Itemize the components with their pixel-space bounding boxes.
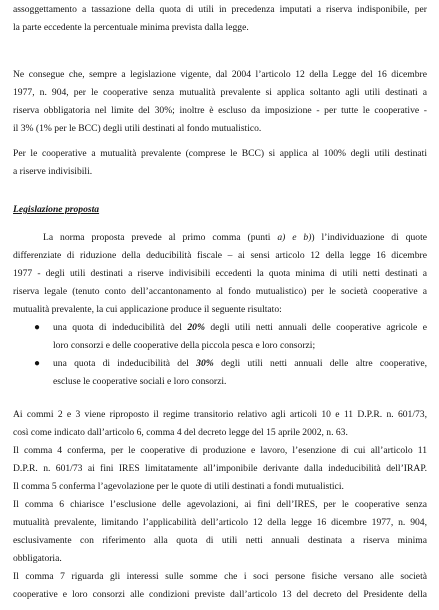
paragraph-3-line-2: a riserve indivisibili. (13, 166, 93, 177)
bullet-2-percentage: 30% (196, 358, 214, 369)
paragraph-5-line-9: obbligatoria. (13, 553, 62, 564)
bullet-1-pre: una quota di indeducibilità del (53, 322, 188, 333)
paragraph-4-line-1 (43, 230, 427, 246)
section-heading: Legislazione proposta (13, 204, 100, 215)
paragraph-3-line-1: Per le cooperative a mutualità prevalente (comprese le BCC) si applica al 100% degli utili destinati (13, 148, 427, 159)
bullet-2-line-2: escluse le cooperative sociali e loro consorzi. (53, 376, 227, 387)
paragraph-2-line-3: riserva obbligatoria nel limite del 30%; inoltre è escluso da imposizione - per tutte le cooperative - (13, 105, 427, 116)
bullet-2-pre: una quota di indeducibilità del (53, 358, 197, 369)
bullet-2-icon: ● (34, 358, 41, 369)
paragraph-1-line-1: assoggettamento a tassazione della quota di utili in precedenza imputati a riserva indisponibile, per (13, 4, 427, 15)
paragraph-5-line-4: D.P.R. n. 601/73 ai fini IRES limitatamente all’imponibile derivante dalla indeducibilità dell’IRAP. (13, 463, 427, 474)
paragraph-5-line-8: esclusivamente con riferimento alla quota di utili netti annuali destinata a riserva minima (13, 535, 427, 546)
bullet-1-icon: ● (34, 322, 41, 333)
paragraph-5-line-10: Il comma 7 riguarda gli interessi sulle somme che i soci persone fisiche versano alle società (13, 571, 427, 582)
bullet-1-line-1 (53, 320, 427, 336)
bullet-2-post: degli utili netti annuali delle altre cooperative, (213, 358, 427, 369)
paragraph-1-line-2: la parte eccedente la percentuale minima prevista dalla legge. (13, 22, 249, 33)
paragraph-4-line-1-pre: La norma proposta prevede al primo comma (punti (43, 232, 278, 243)
bullet-1-post: degli utili netti annuali delle cooperative agricole e (204, 322, 427, 333)
paragraph-4-line-5: mutualità prevalente, la cui applicazione produce il seguente risultato: (13, 304, 282, 315)
paragraph-5-line-6: Il comma 6 chiarisce l’esclusione delle agevolazioni, ai fini dell’IRES, per le cooperative senza (13, 499, 427, 510)
paragraph-2-line-2: 1977, n. 904, per le cooperative senza mutualità prevalente si applica soltanto agli utili destinati a (13, 87, 427, 98)
paragraph-5-line-7: mutualità prevalente, limitando l’applicabilità dell’articolo 12 della legge 16 dicembre 1977, n. 904, (13, 517, 427, 528)
bullet-1-percentage: 20% (187, 322, 205, 333)
paragraph-2-line-1: Ne consegue che, sempre a legislazione vigente, dal 2004 l’articolo 12 della Legge del 16 dicembre (13, 69, 427, 80)
paragraph-4-line-1-post: ) l’individuazione di quote (311, 232, 427, 243)
paragraph-4-line-2: differenziate di riduzione della deducibilità fiscale – ai sensi articolo 12 della legge 16 dicembre (13, 250, 427, 261)
paragraph-4-points: a) e b) (277, 232, 312, 243)
paragraph-2-line-4: il 3% (1% per le BCC) degli utili destinati al fondo mutualistico. (13, 123, 262, 134)
paragraph-4-line-4: riserva legale (tenuto conto dell’accantonamento al fondo mutualistico) per le società cooperative a (13, 286, 427, 297)
paragraph-5-line-3: Il comma 4 conferma, per le cooperative di produzione e lavoro, l’esenzione di cui all’articolo 11 (13, 445, 427, 456)
bullet-2-line-1 (53, 356, 427, 372)
bullet-1-line-2: loro consorzi e delle cooperative della piccola pesca e loro consorzi; (53, 340, 316, 351)
paragraph-4-line-3: 1977 - degli utili destinati a riserve indivisibili eccedenti la quota minima di utili netti destinati a (13, 268, 427, 279)
paragraph-5-line-1: Ai commi 2 e 3 viene riproposto il regime transitorio relativo agli articoli 10 e 11 D.P.R. n. 601/73, (13, 409, 427, 420)
paragraph-5-line-2: così come indicato dall’articolo 6, comma 4 del decreto legge del 15 aprile 2002, n. 63. (13, 427, 348, 438)
paragraph-5-line-5: Il comma 5 conferma l’agevolazione per le quote di utili destinati a fondi mutualistici. (13, 481, 344, 492)
paragraph-5-line-11: cooperative e loro consorzi alle condizioni previste dall’articolo 13 del decreto del Presidente della (13, 589, 427, 600)
